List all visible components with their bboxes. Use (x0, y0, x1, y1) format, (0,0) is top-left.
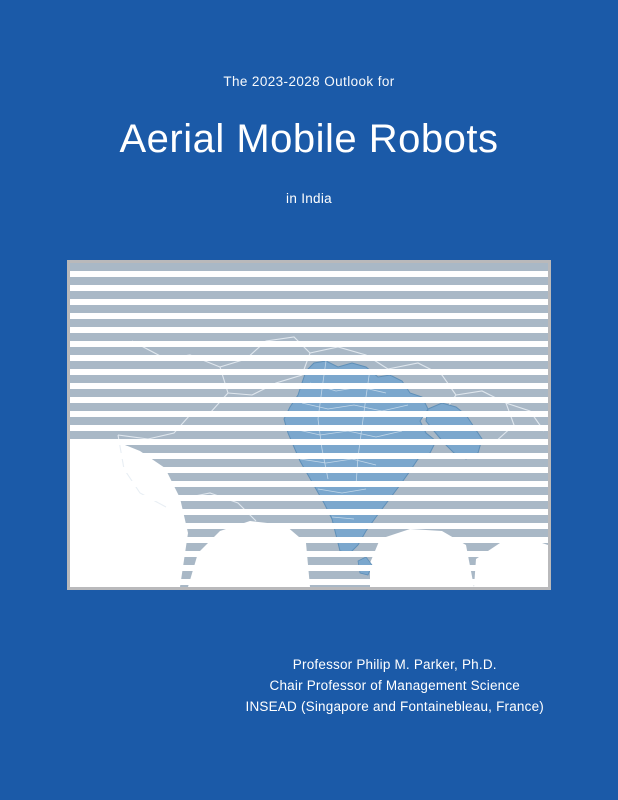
series-line: The 2023-2028 Outlook for (223, 74, 395, 89)
author-name: Professor Philip M. Parker, Ph.D. (292, 657, 497, 673)
author-block (246, 655, 544, 718)
author-role: Chair Professor of Management Science (269, 678, 521, 694)
author-affiliation: INSEAD (Singapore and Fontainebleau, France) (245, 699, 544, 715)
page-title: Aerial Mobile Robots (119, 117, 499, 161)
map-graphic (70, 263, 548, 587)
map-of-india (70, 263, 548, 587)
region-line: in India (286, 191, 332, 206)
map-frame (67, 260, 551, 590)
